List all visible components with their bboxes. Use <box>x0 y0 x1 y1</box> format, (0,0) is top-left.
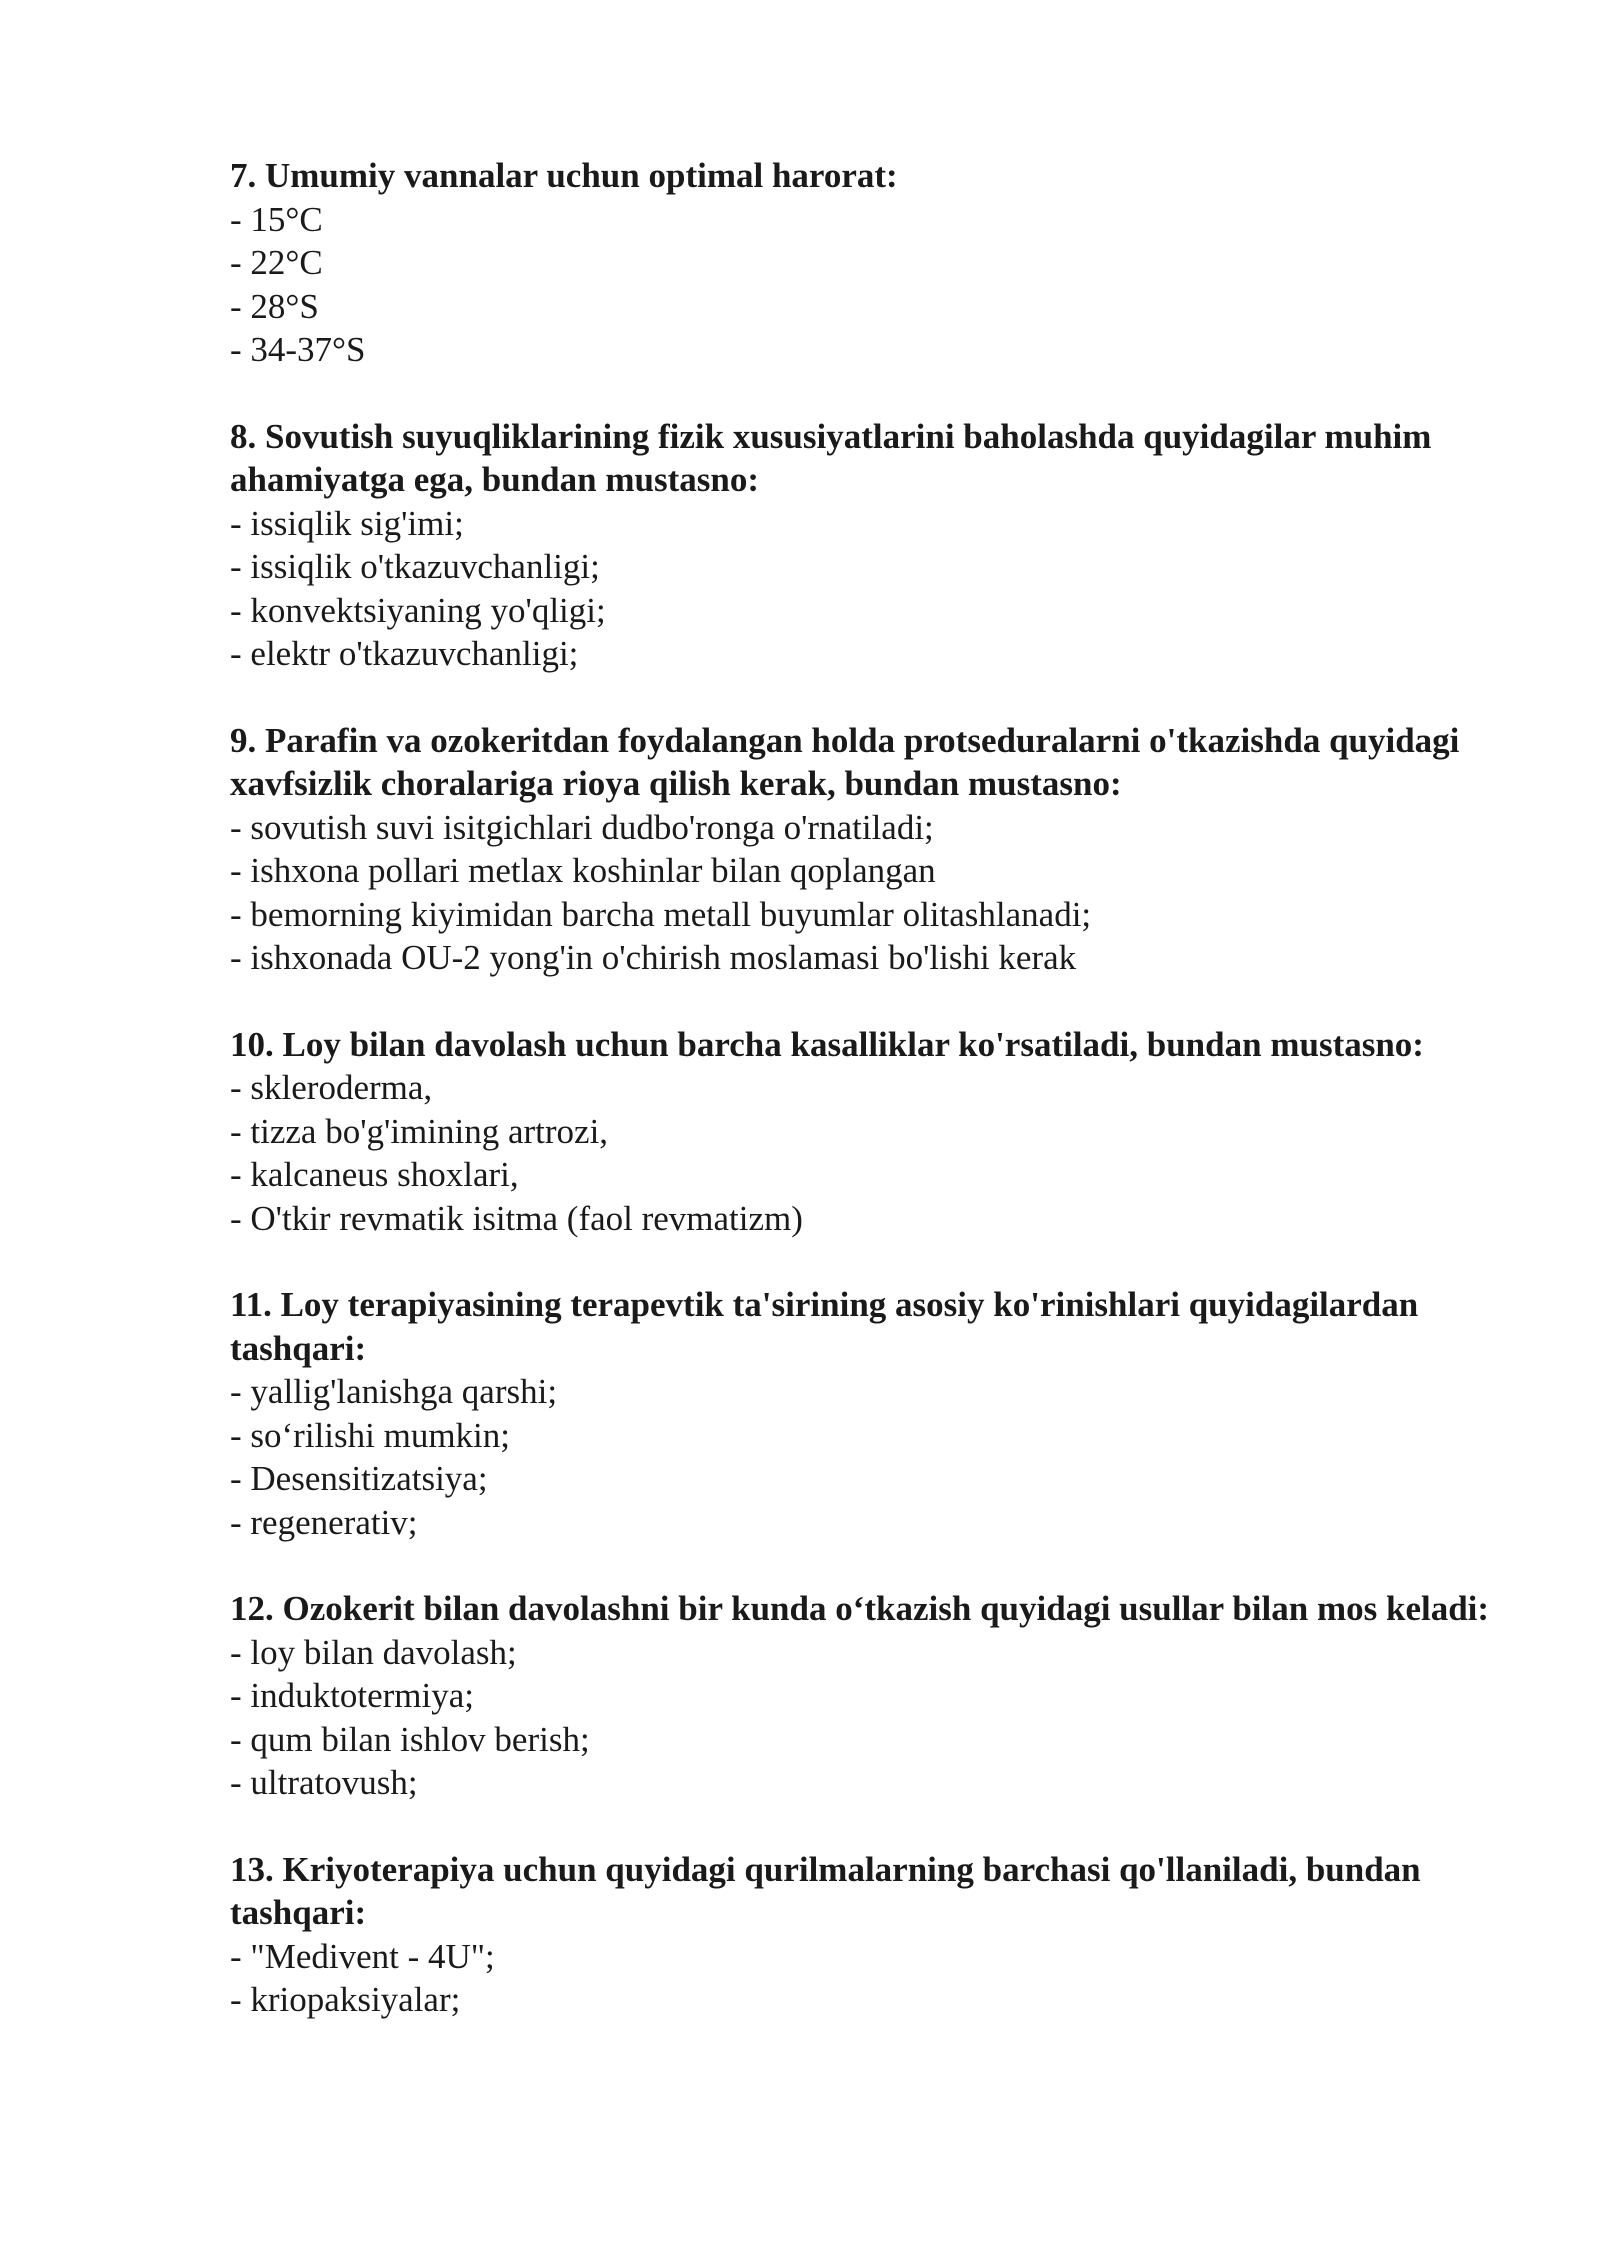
answer-option: - elektr o'tkazuvchanligi; <box>230 634 579 673</box>
answer-option: - ishxonada OU-2 yong'in o'chirish moslamasi bo'lishi kerak <box>230 938 1077 977</box>
answer-option: - issiqlik o'tkazuvchanligi; <box>230 547 600 586</box>
answer-option: - O'tkir revmatik isitma (faol revmatizm) <box>230 1198 803 1238</box>
answer-option: - 34-37°S <box>230 330 366 369</box>
answer-option: - yallig'lanishga qarshi; <box>230 1372 558 1411</box>
question-8 <box>230 415 1530 676</box>
question-12 <box>230 1587 1530 1805</box>
question-11 <box>230 1283 1530 1544</box>
question-title: 8. Sovutish suyuqliklarining fizik xususiyatlarini baholashda quyidagilar muhim ahamiyatga ega, bundan mustasno: <box>230 416 1432 499</box>
question-9 <box>230 719 1530 980</box>
question-title: 12. Ozokerit bilan davolashni bir kunda o‘tkazish quyidagi usullar bilan mos keladi: <box>230 1589 1490 1628</box>
question-10 <box>230 1023 1530 1241</box>
answer-option: - ultratovush; <box>230 1763 418 1802</box>
answer-option: - 15°C <box>230 199 323 239</box>
answer-options <box>230 198 1530 372</box>
answer-option: - so‘rilishi mumkin; <box>230 1415 510 1455</box>
answer-option: - 28°S <box>230 286 319 326</box>
answer-option: - kriopaksiyalar; <box>230 1980 461 2019</box>
answer-options <box>230 502 1530 676</box>
answer-options <box>230 806 1530 980</box>
answer-option: - sovutish suvi isitgichlari dudbo'ronga o'rnatiladi; <box>230 807 934 847</box>
answer-option: - bemorning kiyimidan barcha metall buyumlar olitashlanadi; <box>230 894 1092 934</box>
question-title: 13. Kriyoterapiya uchun quyidagi qurilmalarning barchasi qo'llaniladi, bundan tashqari: <box>230 1849 1421 1932</box>
document-page <box>230 154 1530 2065</box>
question-title: 7. Umumiy vannalar uchun optimal harorat: <box>230 156 898 195</box>
answer-option: - skleroderma, <box>230 1068 433 1107</box>
answer-options <box>230 1935 1530 2022</box>
question-7 <box>230 154 1530 372</box>
question-title: 10. Loy bilan davolash uchun barcha kasalliklar ko'rsatiladi, bundan mustasno: <box>230 1024 1424 1064</box>
answer-option: - kalcaneus shoxlari, <box>230 1155 519 1194</box>
answer-option: - 22°C <box>230 243 323 282</box>
answer-options <box>230 1631 1530 1805</box>
answer-options <box>230 1066 1530 1240</box>
answer-option: - "Medivent - 4U"; <box>230 1936 495 1976</box>
answer-option: - issiqlik sig'imi; <box>230 503 464 543</box>
answer-option: - induktotermiya; <box>230 1676 474 1715</box>
answer-option: - regenerativ; <box>230 1502 418 1542</box>
answer-option: - konvektsiyaning yo'qligi; <box>230 590 606 630</box>
answer-option: - qum bilan ishlov berish; <box>230 1719 590 1759</box>
question-13 <box>230 1848 1530 2022</box>
answer-options <box>230 1370 1530 1544</box>
answer-option: - loy bilan davolash; <box>230 1632 517 1672</box>
answer-option: - ishxona pollari metlax koshinlar bilan qoplangan <box>230 851 936 890</box>
question-title: 9. Parafin va ozokeritdan foydalangan holda protseduralarni o'tkazishda quyidagi xavfsizlik choralariga rioya qilish kerak, bundan mustasno: <box>230 720 1460 803</box>
answer-option: - tizza bo'g'imining artrozi, <box>230 1111 609 1151</box>
answer-option: - Desensitizatsiya; <box>230 1459 488 1498</box>
question-title: 11. Loy terapiyasining terapevtik ta'sirining asosiy ko'rinishlari quyidagilardan tashqari: <box>230 1285 1419 1368</box>
